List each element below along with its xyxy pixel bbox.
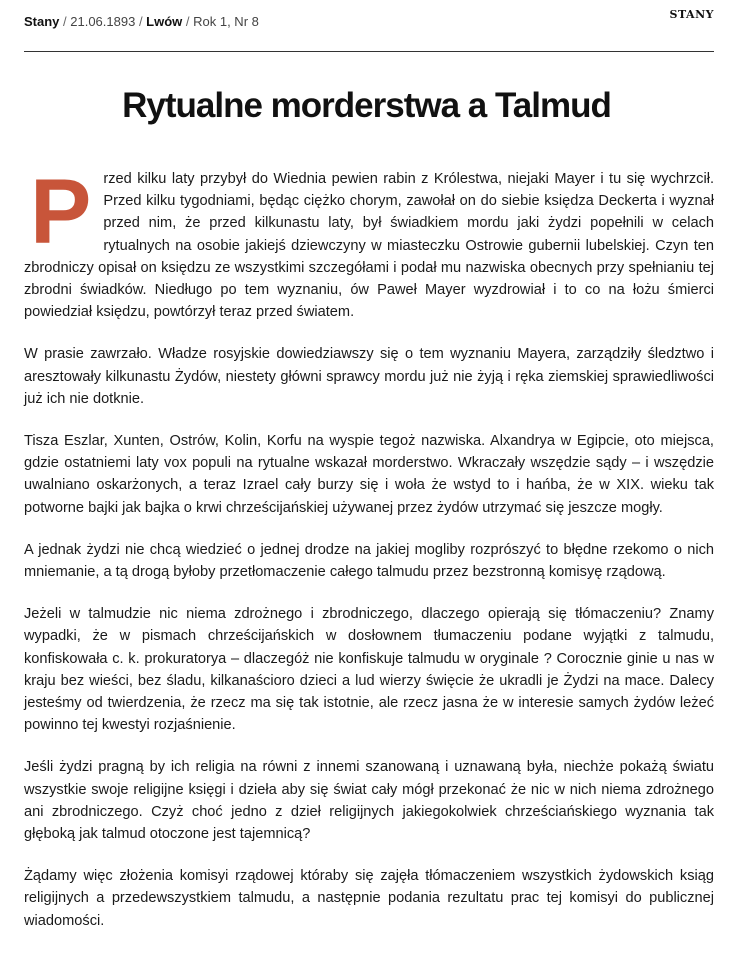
paragraph: Jeśli żydzi pragną by ich religia na równi z innemi szanowaną i uznawaną była, niechże pokażą światu wszystkie swoje religijne księgi i dzieła aby się świat cały mógł przekonać że nic w nich niema zdrożnego ani zbrodniczego. Czyż choć jedno z dzieł religijnych jakiegokolwiek chrześciańskiego wyznania tak głęboką jak talmud otoczone jest tajemnicą?	[24, 759, 714, 843]
paragraph-text: rzed kilku laty przybył do Wiednia pewien rabin z Królestwa, niejaki Mayer i tu się wychrzcił. Przed kilku tygodniami, będąc ciężko chorym, zawołał on do siebie księdza Deckerta i wyznał przed nim, że przed kilkunastu laty, był świadkiem mordu jaki żydzi popełnili w celach rytualnych na osobie jakiejś dziewczyny w miasteczku Ostrowie gubernii lubelskiej. Czyn ten zbrodniczy opisał on księdzu ze wszystkimi szczegółami i podał mu nazwiska obecnych przy spełnianiu tej zbrodni świadków. Niedługo po tem wyznaniu, ów Paweł Mayer wyzdrowiał i to co na łożu śmierci powiedział księdzu, powtórzył teraz przed światem.	[24, 171, 714, 321]
paragraph: A jednak żydzi nie chcą wiedzieć o jednej drodze na jakiej mogliby rozprószyć to błędne rzekomo o nich mniemanie, a tą drogą byłoby przetłomaczenie całego talmudu przez bezstronną komisyę rządową.	[24, 541, 714, 581]
paragraph: Żądamy więc złożenia komisyi rządowej któraby się zajęła tłómaczeniem wszystkich żydowskich ksiąg religijnych a przedewszystkiem talmudu, a następnie podania rezultatu prac tej komisyi do publicznej wiadomości.	[24, 868, 714, 929]
issue-city: Lwów	[146, 14, 183, 29]
issue-date: 21.06.1893	[70, 14, 136, 29]
brand-label: STANY	[669, 8, 714, 21]
separator: /	[59, 14, 71, 29]
separator: /	[182, 14, 194, 29]
drop-cap: P	[30, 161, 92, 263]
paragraph: Tisza Eszlar, Xunten, Ostrów, Kolin, Korfu na wyspie tegoż nazwiska. Alxandrya w Egipcie, oto miejsca, gdzie ostatniemi laty vox populi na rytualne wskazał morderstwo. Wkraczały wszędzie sądy – i wszędzie uwalniano oskarżonych, a teraz Izrael cały burzy się i woła że wstyd to i hańba, że w XIX. wieku tak potworne bajki jak bajka o krwi chrześcijańskiej używanej przez żydów utrzymać się jeszcze mogły.	[24, 433, 714, 516]
issue-number: Rok 1, Nr 8	[193, 14, 259, 29]
separator: /	[135, 14, 147, 29]
article-body	[24, 161, 714, 952]
masthead-bar	[24, 8, 714, 34]
header-divider	[24, 51, 714, 52]
publication-name: Stany	[24, 14, 60, 29]
paragraph: W prasie zawrzało. Władze rosyjskie dowiedziawszy się o tem wyznaniu Mayera, zarządziły śledztwo i aresztowały kilkunastu Żydów, niestety główni sprawcy mordu już nie żyją i ręka ziemskiej sprawiedliwości już ich nie dotknie.	[24, 346, 714, 407]
paragraph: Jeżeli w talmudzie nic niema zdrożnego i zbrodniczego, dlaczego opierają się tłómaczeniu? Znamy wypadki, że w pismach chrześcijańskich w dosłownem tłumaczeniu podane wyjątki z talmudu, konfiskowała c. k. prokuratorya – dlaczegóż nie konfiskuje talmudu w oryginale ? Corocznie ginie u nas w kraju bez wieści, bez śladu, kilkanaścioro dzieci a lud wierzy święcie że ukradli je Żydzi na mace. Dalecy jesteśmy od twierdzenia, że rzecz ma się tak istotnie, ale rzecz jasna że w interesie samych żydów leżeć powinno tej kwestyi rozjaśnienie.	[24, 606, 714, 734]
paragraph	[24, 161, 714, 323]
article-title: Rytualne morderstwa a Talmud	[122, 86, 611, 125]
